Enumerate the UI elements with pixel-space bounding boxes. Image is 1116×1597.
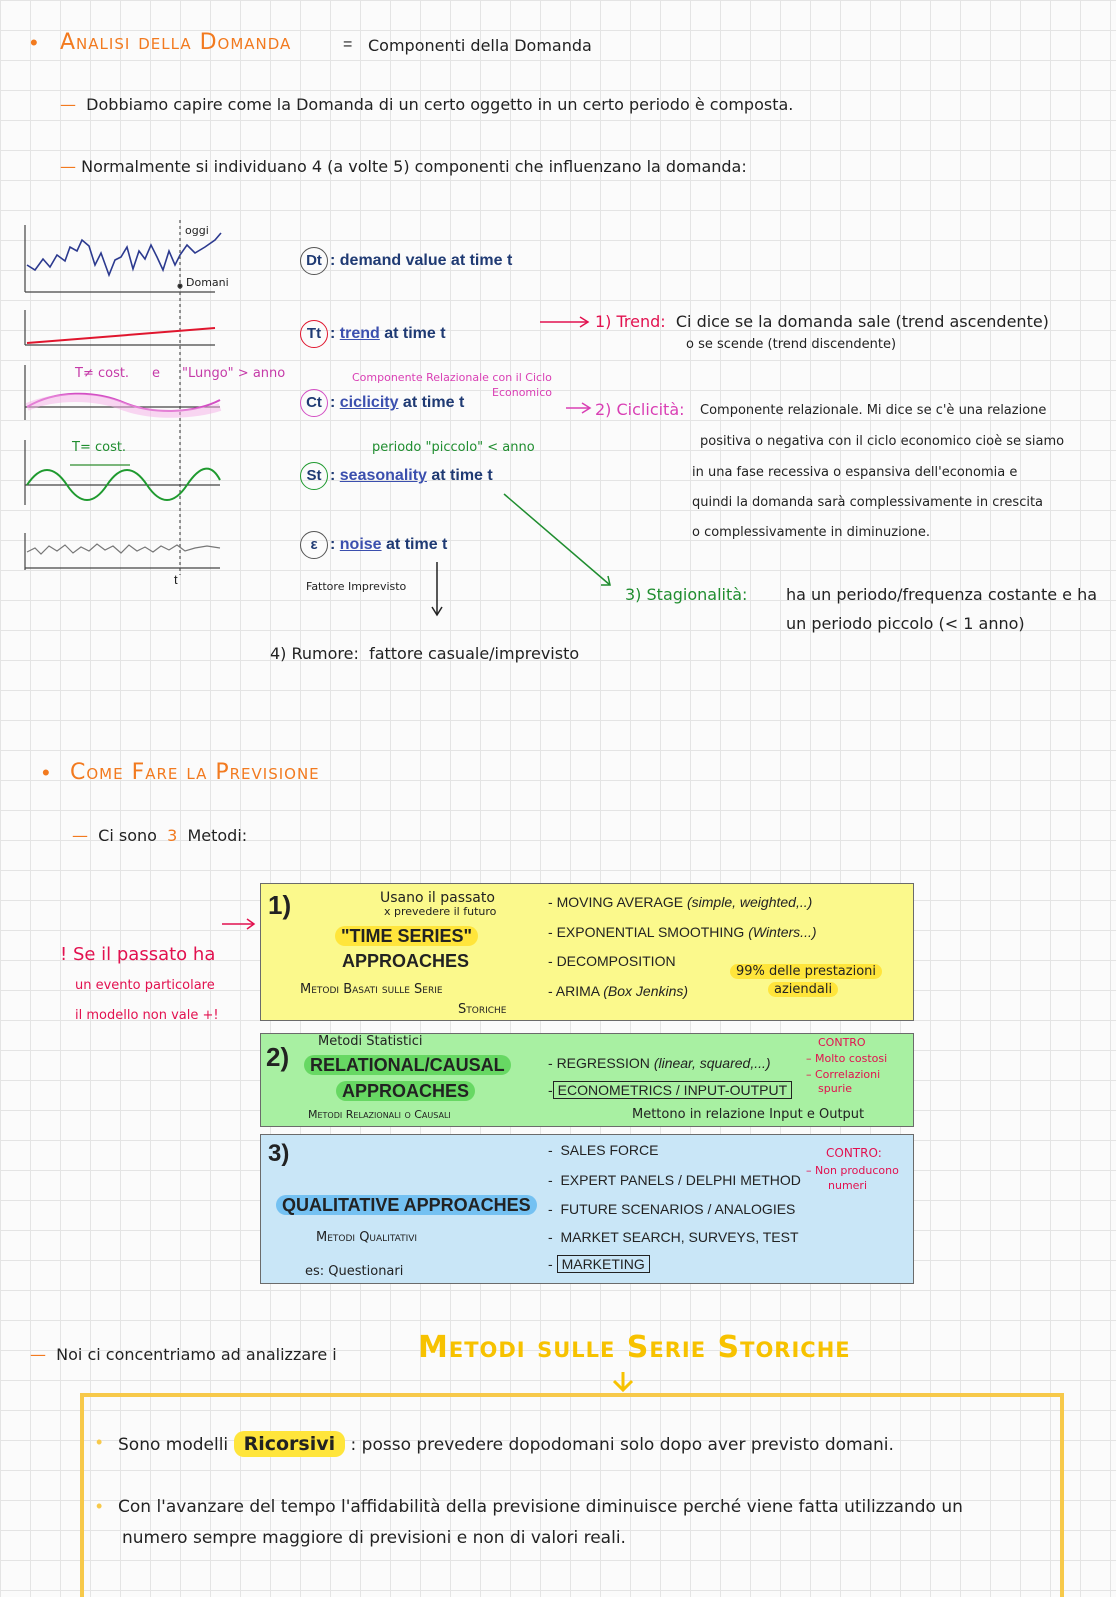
noise-rest: at time t [381,536,448,553]
dash-line-2 [60,157,747,176]
metodi-line [72,826,247,845]
panel-line-2: Con l'avanzare del tempo l'affidabilità della previsione diminuisce perché viene fatta utilizzando un [118,1497,963,1517]
trend-title: 1) Trend: [595,312,666,331]
warning-line-3: il modello non vale +! [75,1008,219,1023]
item-main: MARKET SEARCH, SURVEYS, TEST [560,1229,799,1245]
equals-sign: = [343,36,353,53]
noise-curve [27,544,220,554]
method2-title-2 [336,1081,475,1102]
rumore-title: 4) Rumore: [270,644,359,663]
season-curve [27,469,220,500]
method1-title-1-text: "TIME SERIES" [335,926,478,946]
domani-dot [178,284,182,288]
method1-item-4: - ARIMA (Box Jenkins) [548,983,689,999]
method3-subtitle: Metodi Qualitativi [316,1230,418,1245]
method3-title [276,1195,537,1216]
section-title-previsione: Come Fare la Previsione [70,760,320,785]
dt-name: demand value [339,252,447,269]
method1-title-1 [335,926,478,947]
cicl-line-4: quindi la domanda sarà complessivamente in crescita [692,495,1044,510]
method1-num: 1) [268,890,292,920]
method1-title-2: APPROACHES [342,951,470,971]
stag-title: 3) Stagionalità: [625,585,748,604]
trend-text-2: o se scende (trend discendente) [686,337,897,352]
stag-text-1: ha un periodo/frequenza costante e ha [786,585,1098,604]
label-lungo: "Lungo" > anno [182,366,286,381]
demand-curve [27,233,221,275]
method2-title-1-text: RELATIONAL/CAUSAL [304,1055,511,1075]
tt-name: trend [339,325,380,342]
method3-num: 3) [268,1140,290,1167]
label-t-not-cost: T≠ cost. [75,366,130,381]
item-main: ARIMA [555,983,600,999]
method2-contro-title: CONTRO [818,1036,866,1049]
metodi-b: Metodi: [187,826,248,845]
method3-item-5: - MARKETING [548,1256,650,1272]
ct-note-2: Economico [492,386,552,399]
item-main: ECONOMETRICS / INPUT-OUTPUT [553,1081,792,1099]
method3-item-4: - MARKET SEARCH, SURVEYS, TEST [548,1229,799,1245]
component-graphs [15,215,275,590]
method1-side-2-text: aziendali [768,982,838,997]
item-main: REGRESSION [556,1055,650,1071]
text-line-1: Dobbiamo capire come la Domanda di un certo oggetto in un certo periodo è composta. [86,95,794,114]
item-extra: (Winters...) [748,924,817,940]
label-e: e [152,366,160,381]
panel-line-3: numero sempre maggiore di previsioni e non di valori reali. [122,1528,626,1548]
item-extra: (linear, squared,...) [653,1055,771,1071]
component-noise: ε : noise at time t [300,531,447,559]
method1-note-1: Usano il passato [380,890,495,906]
method2-contro-1: – Molto costosi [806,1052,888,1065]
method3-contro-title: CONTRO: [826,1146,882,1160]
method2-subtitle: Metodi Relazionali o Causali [308,1108,451,1121]
method1-side-1 [730,964,882,979]
st-symbol: St [300,462,328,490]
dash-line-1 [60,95,793,114]
cicl-line-5: o complessivamente in diminuzione. [692,525,931,540]
rumore-text: fattore casuale/imprevisto [369,644,580,663]
component-st: St : seasonality at time t [300,462,493,490]
warning-arrow-icon [220,914,260,934]
item-extra: (simple, weighted,..) [687,894,813,910]
cicl-line-1: Componente relazionale. Mi dice se c'è una relazione [700,403,1047,418]
bullet-dot: • [30,30,38,55]
down-arrow-icon [608,1370,638,1394]
ct-rest: at time t [398,394,465,411]
ct-note-1: Componente Relazionale con il Ciclo [352,371,552,384]
noise-note: Fattore Imprevisto [306,580,407,593]
method2-item-1: - REGRESSION (linear, squared,...) [548,1055,771,1071]
item-main: MOVING AVERAGE [556,894,684,910]
trend-line [27,328,215,343]
dash-icon: — [60,95,87,114]
method1-item-1: - MOVING AVERAGE (simple, weighted,..) [548,894,813,910]
panel-line-1 [118,1433,894,1455]
method3-contro-2: numeri [828,1179,868,1192]
dash-icon: — [72,826,99,845]
section3-lead [30,1345,337,1364]
method1-subtitle-1: Metodi Basati sulle Serie [300,982,443,997]
text-line-2: Normalmente si individuano 4 (a volte 5) componenti che influenzano la domanda: [81,157,747,176]
arrows [420,310,640,630]
method2-title-2-text: APPROACHES [336,1081,475,1101]
label-axis-t: t [174,572,178,587]
method1-side-1-text: 99% delle prestazioni [730,964,882,979]
dash-icon: — [60,157,82,176]
section3-big-title: Metodi sulle Serie Storiche [418,1330,851,1365]
metodi-num: 3 [167,826,178,845]
cicl-line-2: positiva o negativa con il ciclo economico cioè se siamo [700,434,1065,449]
label-oggi: oggi [185,224,209,237]
item-main: EXPONENTIAL SMOOTHING [556,924,745,940]
method1-note-2: x prevedere il futuro [384,905,497,918]
method3-title-text: QUALITATIVE APPROACHES [276,1195,537,1215]
item-main: DECOMPOSITION [556,953,676,969]
bullet-dot: • [42,760,50,785]
label-domani: Domani [186,276,229,289]
ct-symbol: Ct [300,389,328,417]
panel-bullet-1: • [96,1432,103,1452]
method2-title-1 [304,1055,511,1076]
method3-item-3: - FUTURE SCENARIOS / ANALOGIES [548,1201,796,1217]
trend-text-1: Ci dice se la domanda sale (trend ascendente) [675,312,1049,331]
lead-text: Noi ci concentriamo ad analizzare i [56,1345,337,1364]
component-dt: Dt : demand value at time t [300,247,512,275]
method2-contro-3: spurie [818,1082,853,1095]
item-main: FUTURE SCENARIOS / ANALOGIES [560,1201,796,1217]
b1-b: : posso prevedere dopodomani solo dopo aver previsto domani. [350,1435,894,1455]
component-tt: Tt : trend at time t [300,320,446,348]
method3-item-1: - SALES FORCE [548,1142,659,1158]
cycle-band [27,398,220,414]
item-extra: (Box Jenkins) [603,983,689,999]
b1-highlight: Ricorsivi [234,1431,346,1457]
warning-line-1: ! Se il passato ha [60,944,216,965]
method2-note: Metodi Statistici [318,1034,423,1049]
stag-text-2: un periodo piccolo (< 1 anno) [786,614,1025,633]
section-title-analisi: Analisi della Domanda [60,30,292,55]
method3-example: es: Questionari [305,1264,404,1279]
tt-rest: at time t [379,325,446,342]
method1-subtitle-2: Storiche [458,1002,507,1017]
method3-item-2: - EXPERT PANELS / DELPHI METHOD [548,1172,801,1188]
method2-mettono: Mettono in relazione Input e Output [632,1107,865,1122]
panel-bullet-2: • [96,1496,103,1516]
st-rest: at time t [426,467,493,484]
method2-contro-2: – Correlazioni [806,1068,881,1081]
dash-icon: — [30,1345,57,1364]
component-ct: Ct : ciclicity at time t [300,389,464,417]
dt-rest: at time t [446,252,513,269]
metodi-a: Ci sono [98,826,157,845]
item-main: SALES FORCE [560,1142,659,1158]
st-note: periodo "piccolo" < anno [372,440,535,455]
item-main: EXPERT PANELS / DELPHI METHOD [560,1172,801,1188]
method1-item-3: - DECOMPOSITION [548,953,676,969]
section-subtitle: Componenti della Domanda [368,36,592,55]
label-t-cost: T= cost. [72,440,127,455]
rumore-line [270,644,579,663]
cicl-line-3: in una fase recessiva o espansiva dell'economia e [692,465,1018,480]
b1-a: Sono modelli [118,1435,229,1455]
method2-item-2: - ECONOMETRICS / INPUT-OUTPUT [548,1082,792,1098]
method1-side-2 [768,982,838,997]
noise-name: noise [339,536,382,553]
series-panel [80,1393,1064,1597]
dt-symbol: Dt [300,247,328,275]
noise-symbol: ε [300,531,328,559]
method1-item-2: - EXPONENTIAL SMOOTHING (Winters...) [548,924,817,940]
trend-explanation [595,312,1049,331]
warning-line-2: un evento particolare [75,978,215,993]
cicl-title: 2) Ciclicità: [595,400,685,419]
method3-contro-1: – Non producono [806,1164,899,1177]
tt-symbol: Tt [300,320,328,348]
st-name: seasonality [339,467,427,484]
ct-name: ciclicity [339,394,399,411]
stag-arrow [504,494,610,585]
item-main: MARKETING [557,1255,650,1273]
method2-num: 2) [266,1042,290,1072]
